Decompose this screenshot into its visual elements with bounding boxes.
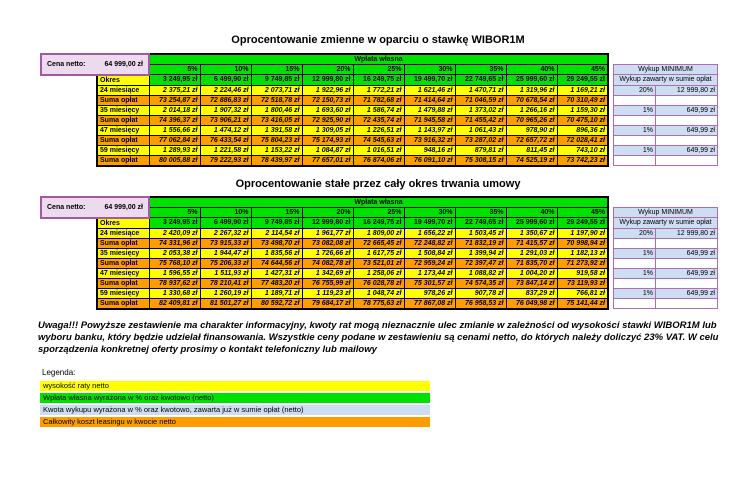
installment-value: 1 656,22 zł [404, 228, 455, 238]
total-cost-value: 70 965,26 zł [506, 115, 557, 125]
buyout-empty-cell [656, 155, 718, 166]
row-label: 24 miesiące [97, 228, 149, 238]
total-cost-value: 72 886,83 zł [200, 95, 251, 105]
legend-title: Legenda: [42, 368, 76, 377]
installment-row [41, 125, 718, 135]
net-price-label: Cena netto: [47, 60, 86, 68]
installment-value: 1 266,16 zł [506, 105, 557, 115]
installment-value: 1 479,88 zł [404, 105, 455, 115]
total-cost-value: 70 310,49 zł [557, 95, 608, 105]
total-cost-value: 76 091,10 zł [404, 155, 455, 166]
okres-row-label: Okres [97, 218, 149, 229]
row-label: Suma opłat [97, 155, 149, 166]
total-cost-value: 76 049,98 zł [506, 298, 557, 309]
buyout-amount: 12 999,80 zł [656, 85, 718, 95]
installment-row [41, 288, 718, 298]
installment-value: 1 800,46 zł [251, 105, 302, 115]
installment-value: 2 267,32 zł [200, 228, 251, 238]
installment-value: 1 016,51 zł [353, 145, 404, 155]
installment-value: 879,81 zł [455, 145, 506, 155]
installment-value: 1 586,74 zł [353, 105, 404, 115]
total-cost-value: 76 028,78 zł [353, 278, 404, 288]
total-cost-value: 73 915,33 zł [200, 238, 251, 248]
installment-value: 1 511,93 zł [200, 268, 251, 278]
spacer-cell [41, 298, 97, 309]
buyout-percent: 1% [614, 105, 656, 115]
total-cost-value: 73 119,93 zł [557, 278, 608, 288]
total-cost-value: 72 028,41 zł [557, 135, 608, 145]
total-cost-value: 76 874,06 zł [353, 155, 404, 166]
total-cost-value: 72 397,47 zł [455, 258, 506, 268]
buyout-empty-cell [614, 238, 656, 248]
total-cost-value: 71 832,19 zł [455, 238, 506, 248]
buyout-amount: 649,99 zł [656, 125, 718, 135]
down-payment-amount: 3 249,95 zł [149, 218, 200, 229]
installment-value: 1 427,31 zł [251, 268, 302, 278]
total-cost-value: 73 416,05 zł [251, 115, 302, 125]
spacer-cell [41, 268, 97, 278]
installment-value: 1 556,66 zł [149, 125, 200, 135]
row-label: 24 miesiące [97, 85, 149, 95]
sum-row [41, 115, 718, 125]
total-cost-value: 70 998,94 zł [557, 238, 608, 248]
down-payment-percent: 45% [557, 65, 608, 75]
installment-value: 1 159,30 zł [557, 105, 608, 115]
down-payment-amount: 25 999,60 zł [506, 75, 557, 86]
row-label: 59 miesięcy [97, 145, 149, 155]
total-cost-value: 71 415,57 zł [506, 238, 557, 248]
installment-value: 1 004,20 zł [506, 268, 557, 278]
total-cost-value: 79 684,17 zł [302, 298, 353, 309]
total-cost-value: 73 254,87 zł [149, 95, 200, 105]
total-cost-value: 70 678,54 zł [506, 95, 557, 105]
total-cost-value: 74 525,19 zł [506, 155, 557, 166]
sum-row [41, 95, 718, 105]
buyout-subheader: Wykup zawarty w sumie opłat [614, 218, 718, 229]
total-cost-value: 76 958,53 zł [455, 298, 506, 309]
installment-value: 1 048,74 zł [353, 288, 404, 298]
buyout-empty-cell [656, 238, 718, 248]
installment-value: 1 693,60 zł [302, 105, 353, 115]
buyout-empty-cell [614, 115, 656, 125]
down-payment-amount: 25 999,60 zł [506, 218, 557, 229]
installment-value: 1 291,03 zł [506, 248, 557, 258]
installment-row [41, 85, 718, 95]
legend-item: Całkowity koszt leasingu w kwocie netto [40, 417, 430, 427]
installment-value: 743,10 zł [557, 145, 608, 155]
row-label: 35 miesięcy [97, 248, 149, 258]
spacer-cell [41, 145, 97, 155]
installment-value: 2 014,18 zł [149, 105, 200, 115]
total-cost-value: 74 396,37 zł [149, 115, 200, 125]
down-payment-amount: 6 499,90 zł [200, 75, 251, 86]
total-cost-value: 74 574,35 zł [455, 278, 506, 288]
spacer-cell [41, 228, 97, 238]
installment-value: 1 474,12 zł [200, 125, 251, 135]
total-cost-value: 71 455,42 zł [455, 115, 506, 125]
row-label: Suma opłat [97, 298, 149, 309]
installment-value: 1 835,56 zł [251, 248, 302, 258]
installment-value: 2 073,71 zł [251, 85, 302, 95]
installment-value: 1 258,06 zł [353, 268, 404, 278]
total-cost-value: 72 150,73 zł [302, 95, 353, 105]
total-cost-value: 72 665,45 zł [353, 238, 404, 248]
total-cost-value: 73 742,23 zł [557, 155, 608, 166]
down-payment-amount: 9 749,85 zł [251, 218, 302, 229]
spacer-cell [41, 238, 97, 248]
fixed-rate-table [40, 196, 718, 310]
spacer-cell [41, 95, 97, 105]
installment-value: 1 169,21 zł [557, 85, 608, 95]
installment-value: 978,90 zł [506, 125, 557, 135]
installment-value: 837,29 zł [506, 288, 557, 298]
sum-row [41, 258, 718, 268]
installment-row [41, 105, 718, 115]
installment-value: 1 373,02 zł [455, 105, 506, 115]
row-label: 35 miesięcy [97, 105, 149, 115]
down-payment-amount: 29 249,55 zł [557, 218, 608, 229]
total-cost-value: 73 287,02 zł [455, 135, 506, 145]
installment-value: 978,26 zł [404, 288, 455, 298]
total-cost-value: 71 046,59 zł [455, 95, 506, 105]
down-payment-percent: 20% [302, 65, 353, 75]
total-cost-value: 78 210,41 zł [200, 278, 251, 288]
installment-value: 1 508,84 zł [404, 248, 455, 258]
total-cost-value: 75 174,93 zł [302, 135, 353, 145]
total-cost-value: 73 916,32 zł [404, 135, 455, 145]
installment-value: 896,36 zł [557, 125, 608, 135]
row-label: 47 miesięcy [97, 268, 149, 278]
down-payment-amount: 22 749,65 zł [455, 218, 506, 229]
installment-value: 1 342,69 zł [302, 268, 353, 278]
sum-row [41, 298, 718, 309]
installment-value: 1 961,77 zł [302, 228, 353, 238]
spacer-cell [41, 155, 97, 166]
total-cost-value: 82 409,81 zł [149, 298, 200, 309]
total-cost-value: 70 475,10 zł [557, 115, 608, 125]
spacer-cell [41, 105, 97, 115]
installment-value: 1 330,68 zł [149, 288, 200, 298]
net-price-value: 64 999,00 zł [104, 60, 143, 68]
total-cost-value: 75 141,44 zł [557, 298, 608, 309]
buyout-empty-cell [614, 155, 656, 166]
spacer-cell [608, 197, 718, 208]
sum-row [41, 155, 718, 166]
buyout-amount: 12 999,80 zł [656, 228, 718, 238]
installment-value: 1 726,66 zł [302, 248, 353, 258]
installment-value: 1 197,90 zł [557, 228, 608, 238]
installment-value: 1 944,47 zł [200, 248, 251, 258]
buyout-header: Wykup MINIMUM [614, 65, 718, 75]
down-payment-header: Wpłata własna [149, 54, 608, 65]
down-payment-percent: 35% [455, 65, 506, 75]
installment-value: 1 621,46 zł [404, 85, 455, 95]
installment-value: 1 153,22 zł [251, 145, 302, 155]
spacer-cell [41, 258, 97, 268]
installment-value: 2 375,21 zł [149, 85, 200, 95]
down-payment-amount: 22 749,65 zł [455, 75, 506, 86]
total-cost-value: 77 483,20 zł [251, 278, 302, 288]
buyout-percent: 1% [614, 125, 656, 135]
down-payment-percent: 5% [149, 65, 200, 75]
total-cost-value: 73 498,70 zł [251, 238, 302, 248]
total-cost-value: 75 804,23 zł [251, 135, 302, 145]
total-cost-value: 77 867,08 zł [404, 298, 455, 309]
installment-value: 1 350,67 zł [506, 228, 557, 238]
installment-row [41, 228, 718, 238]
installment-value: 1 922,96 zł [302, 85, 353, 95]
total-cost-value: 75 768,10 zł [149, 258, 200, 268]
total-cost-value: 81 501,27 zł [200, 298, 251, 309]
spacer-cell [41, 288, 97, 298]
buyout-empty-cell [656, 115, 718, 125]
down-payment-amount: 9 749,85 zł [251, 75, 302, 86]
okres-row-label: Okres [97, 75, 149, 86]
row-label: Suma opłat [97, 115, 149, 125]
total-cost-value: 71 782,68 zł [353, 95, 404, 105]
total-cost-value: 73 906,21 zł [200, 115, 251, 125]
sum-row [41, 135, 718, 145]
down-payment-header: Wpłata własna [149, 197, 608, 208]
installment-value: 1 119,23 zł [302, 288, 353, 298]
installment-value: 1 399,94 zł [455, 248, 506, 258]
installment-value: 2 053,38 zł [149, 248, 200, 258]
total-cost-value: 80 592,72 zł [251, 298, 302, 309]
buyout-amount: 649,99 zł [656, 145, 718, 155]
buyout-empty-cell [614, 278, 656, 288]
total-cost-value: 75 301,57 zł [404, 278, 455, 288]
total-cost-value: 75 308,15 zł [455, 155, 506, 166]
installment-value: 1 391,58 zł [251, 125, 302, 135]
total-cost-value: 71 945,58 zł [404, 115, 455, 125]
installment-value: 919,58 zł [557, 268, 608, 278]
down-payment-percent: 25% [353, 208, 404, 218]
total-cost-value: 72 657,72 zł [506, 135, 557, 145]
buyout-empty-cell [656, 278, 718, 288]
installment-value: 1 061,43 zł [455, 125, 506, 135]
total-cost-value: 73 847,14 zł [506, 278, 557, 288]
spacer-cell [41, 125, 97, 135]
installment-value: 1 289,93 zł [149, 145, 200, 155]
sum-row [41, 278, 718, 288]
installment-row [41, 248, 718, 258]
legend-item: Wpłata własna wyrażona w % oraz kwotowo (netto) [40, 393, 430, 403]
total-cost-value: 75 206,33 zł [200, 258, 251, 268]
installment-value: 1 772,21 zł [353, 85, 404, 95]
total-cost-value: 74 545,63 zł [353, 135, 404, 145]
legend-item: wysokość raty netto [40, 381, 430, 391]
total-cost-value: 79 222,93 zł [200, 155, 251, 166]
total-cost-value: 74 644,56 zł [251, 258, 302, 268]
buyout-amount: 649,99 zł [656, 268, 718, 278]
row-label: Suma opłat [97, 238, 149, 248]
installment-value: 1 221,58 zł [200, 145, 251, 155]
buyout-amount: 649,99 zł [656, 288, 718, 298]
row-label: Suma opłat [97, 258, 149, 268]
buyout-percent: 1% [614, 268, 656, 278]
fixed-rate-table-title: Oprocentowanie stałe przez cały okres trwania umowy [235, 178, 521, 190]
installment-value: 1 084,87 zł [302, 145, 353, 155]
buyout-percent: 20% [614, 228, 656, 238]
total-cost-value: 77 657,01 zł [302, 155, 353, 166]
row-label: Suma opłat [97, 135, 149, 145]
installment-value: 1 088,82 zł [455, 268, 506, 278]
buyout-amount: 649,99 zł [656, 105, 718, 115]
spacer-cell [608, 54, 718, 65]
spacer-cell [41, 218, 97, 229]
buyout-percent: 1% [614, 248, 656, 258]
sum-row [41, 238, 718, 248]
installment-value: 1 617,75 zł [353, 248, 404, 258]
total-cost-value: 74 331,96 zł [149, 238, 200, 248]
total-cost-value: 73 082,08 zł [302, 238, 353, 248]
net-price-cell [41, 197, 149, 218]
installment-row [41, 268, 718, 278]
spacer-cell [41, 278, 97, 288]
down-payment-percent: 30% [404, 208, 455, 218]
disclaimer-text: Uwaga!!! Powyższe zestawienie ma charakter informacyjny, kwoty rat mogą nieznacznie ulec zmianie w zależności od wysokości stawki WIBOR1M lub wyboru banku, który będzie udzielał finansowania. Wszystkie ceny podane w zestawieniu są cenami netto, do których należy doliczyć 23% VAT. W celu sporządzenia konkretnej oferty prosimy o kontakt telefoniczny lub mailowy [38, 320, 719, 355]
installment-value: 1 319,96 zł [506, 85, 557, 95]
total-cost-value: 76 433,54 zł [200, 135, 251, 145]
buyout-percent: 20% [614, 85, 656, 95]
total-cost-value: 72 248,82 zł [404, 238, 455, 248]
spacer-cell [41, 85, 97, 95]
row-label: 47 miesięcy [97, 125, 149, 135]
installment-value: 1 503,45 zł [455, 228, 506, 238]
down-payment-percent: 5% [149, 208, 200, 218]
total-cost-value: 71 414,64 zł [404, 95, 455, 105]
buyout-empty-cell [656, 95, 718, 105]
down-payment-percent: 30% [404, 65, 455, 75]
down-payment-amount: 29 249,55 zł [557, 75, 608, 86]
installment-value: 907,78 zł [455, 288, 506, 298]
buyout-empty-cell [656, 298, 718, 309]
legend [40, 381, 430, 429]
installment-value: 1 260,19 zł [200, 288, 251, 298]
buyout-empty-cell [656, 135, 718, 145]
installment-value: 2 420,09 zł [149, 228, 200, 238]
installment-value: 1 470,71 zł [455, 85, 506, 95]
spacer-cell [41, 115, 97, 125]
installment-value: 1 309,05 zł [302, 125, 353, 135]
installment-value: 766,81 zł [557, 288, 608, 298]
buyout-empty-cell [614, 298, 656, 309]
legend-item: Kwota wykupu wyrażona w % oraz kwotowo, zawarta już w sumie opłat (netto) [40, 405, 430, 415]
down-payment-percent: 25% [353, 65, 404, 75]
buyout-amount: 649,99 zł [656, 248, 718, 258]
buyout-empty-cell [656, 258, 718, 268]
down-payment-percent: 15% [251, 65, 302, 75]
variable-rate-table [40, 53, 718, 167]
installment-value: 1 189,71 zł [251, 288, 302, 298]
total-cost-value: 72 925,90 zł [302, 115, 353, 125]
down-payment-percent: 40% [506, 65, 557, 75]
total-cost-value: 74 082,78 zł [302, 258, 353, 268]
net-price-label: Cena netto: [47, 203, 86, 211]
total-cost-value: 71 273,92 zł [557, 258, 608, 268]
down-payment-percent: 35% [455, 208, 506, 218]
total-cost-value: 80 005,88 zł [149, 155, 200, 166]
fixed-rate-table-container [40, 196, 718, 310]
row-label: Suma opłat [97, 278, 149, 288]
total-cost-value: 78 937,62 zł [149, 278, 200, 288]
down-payment-percent: 40% [506, 208, 557, 218]
down-payment-percent: 15% [251, 208, 302, 218]
variable-rate-table-container [40, 53, 718, 167]
row-label: 59 miesięcy [97, 288, 149, 298]
net-price-value: 64 999,00 zł [104, 203, 143, 211]
down-payment-amount: 3 249,95 zł [149, 75, 200, 86]
down-payment-amount: 19 499,70 zł [404, 75, 455, 86]
installment-value: 1 907,32 zł [200, 105, 251, 115]
buyout-percent: 1% [614, 288, 656, 298]
installment-value: 1 182,13 zł [557, 248, 608, 258]
total-cost-value: 78 439,97 zł [251, 155, 302, 166]
installment-value: 1 226,51 zł [353, 125, 404, 135]
total-cost-value: 71 835,70 zł [506, 258, 557, 268]
installment-value: 811,45 zł [506, 145, 557, 155]
installment-value: 1 173,44 zł [404, 268, 455, 278]
installment-value: 1 143,97 zł [404, 125, 455, 135]
spacer-cell [41, 75, 97, 86]
buyout-header: Wykup MINIMUM [614, 208, 718, 218]
down-payment-amount: 12 999,80 zł [302, 218, 353, 229]
buyout-percent: 1% [614, 145, 656, 155]
buyout-empty-cell [614, 258, 656, 268]
spacer-cell [41, 248, 97, 258]
total-cost-value: 76 755,99 zł [302, 278, 353, 288]
spacer-cell [41, 135, 97, 145]
down-payment-amount: 19 499,70 zł [404, 218, 455, 229]
down-payment-percent: 10% [200, 208, 251, 218]
installment-row [41, 145, 718, 155]
total-cost-value: 78 775,63 zł [353, 298, 404, 309]
down-payment-amount: 16 249,75 zł [353, 75, 404, 86]
total-cost-value: 72 435,74 zł [353, 115, 404, 125]
total-cost-value: 77 062,84 zł [149, 135, 200, 145]
installment-value: 1 596,55 zł [149, 268, 200, 278]
down-payment-amount: 6 499,90 zł [200, 218, 251, 229]
buyout-empty-cell [614, 135, 656, 145]
down-payment-percent: 45% [557, 208, 608, 218]
installment-value: 2 114,54 zł [251, 228, 302, 238]
installment-value: 2 224,46 zł [200, 85, 251, 95]
down-payment-amount: 16 249,75 zł [353, 218, 404, 229]
row-label: Suma opłat [97, 95, 149, 105]
total-cost-value: 72 518,78 zł [251, 95, 302, 105]
net-price-cell [41, 54, 149, 75]
installment-value: 948,16 zł [404, 145, 455, 155]
total-cost-value: 73 521,01 zł [353, 258, 404, 268]
buyout-empty-cell [614, 95, 656, 105]
down-payment-percent: 20% [302, 208, 353, 218]
down-payment-amount: 12 999,80 zł [302, 75, 353, 86]
total-cost-value: 72 959,24 zł [404, 258, 455, 268]
installment-value: 1 809,00 zł [353, 228, 404, 238]
down-payment-percent: 10% [200, 65, 251, 75]
buyout-subheader: Wykup zawarty w sumie opłat [614, 75, 718, 86]
variable-rate-table-title: Oprocentowanie zmienne w oparciu o stawkę WIBOR1M [231, 34, 525, 46]
